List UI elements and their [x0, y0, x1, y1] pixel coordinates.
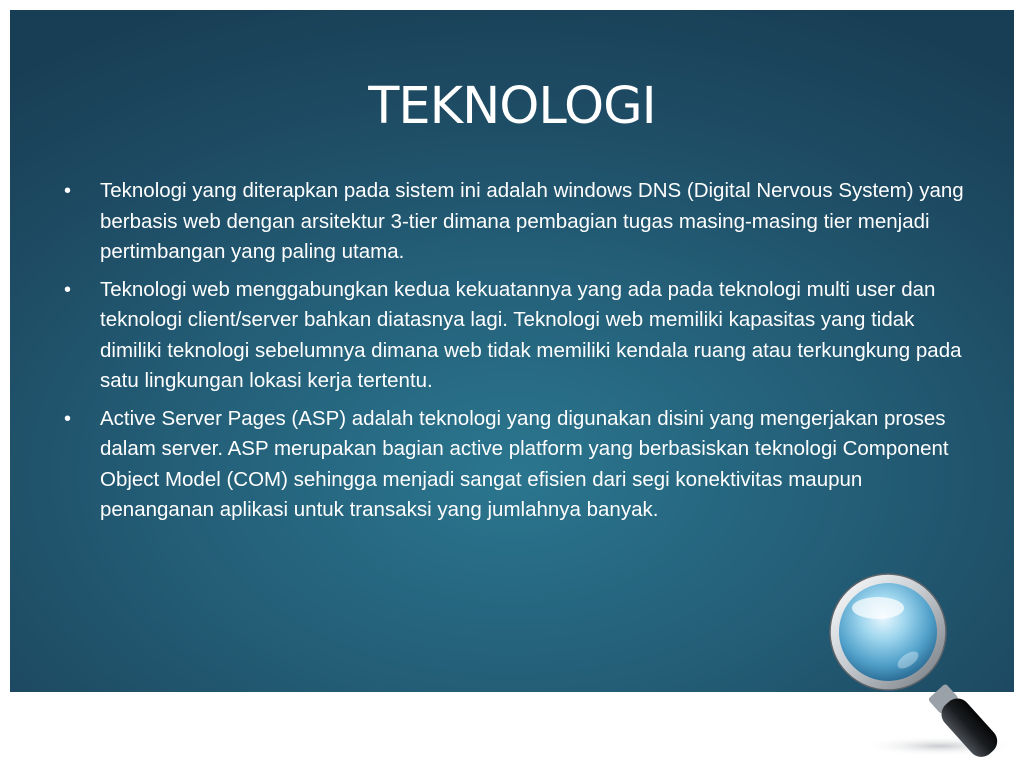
lens-highlight — [852, 597, 904, 619]
bullet-list — [58, 176, 968, 533]
slide-title: TEKNOLOGI — [368, 77, 656, 136]
bullet-text: Teknologi yang diterapkan pada sistem ini adalah windows DNS (Digital Nervous System) yang berbasis web dengan arsitektur 3-tier dimana pembagian tugas masing-masing tier menjadi pertimbangan yang paling utama. — [100, 179, 964, 263]
bullet-text: Active Server Pages (ASP) adalah teknologi yang digunakan disini yang mengerjakan proses dalam server. ASP merupakan bagian active platform yang berbasiskan teknologi Component Object Model (COM) sehingga menjadi sangat efisien dari segi konektivitas maupun penanganan aplikasi untuk transaksi yang jumlahnya banyak. — [100, 406, 949, 521]
bullet-item — [58, 404, 968, 526]
bullet-item — [58, 275, 968, 397]
magnifier-lens — [839, 583, 937, 681]
bullet-marker: • — [64, 180, 72, 202]
bullet-text: Teknologi web menggabungkan kedua kekuatannya yang ada pada teknologi multi user dan teknologi client/server bahkan diatasnya lagi. Teknologi web memiliki kapasitas yang tidak dimiliki teknologi sebelumnya dimana web tidak memiliki kendala ruang atau terkungkung pada satu lingkungan lokasi kerja tertentu. — [100, 277, 962, 392]
bullet-marker: • — [64, 278, 72, 301]
magnifying-glass-icon — [820, 568, 1020, 764]
bullet-marker: • — [64, 407, 72, 430]
bullet-item — [58, 176, 968, 268]
